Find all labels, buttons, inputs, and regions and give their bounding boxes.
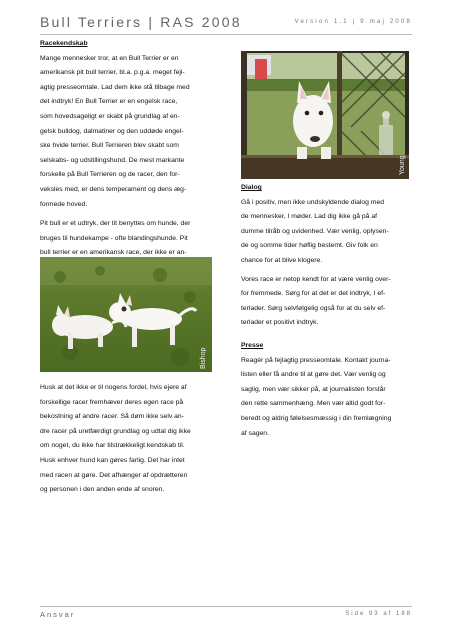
heading-dialog: Dialog <box>241 184 262 191</box>
right-column <box>241 181 413 441</box>
heading-racekendskab: Racekendskab <box>40 40 88 47</box>
page-header <box>40 12 412 35</box>
paragraph-pit-bull: Pit bull er et udtryk, der tit benyttes om hunde, der bruges til hundekampe - ofte blandingshunde. Pit bull terrier er en amerikansk race, der ikke er an- <box>40 220 191 257</box>
heading-presse: Presse <box>241 341 264 349</box>
photo-two-bull-terriers <box>40 257 212 372</box>
document-title: Bull Terriers | RAS 2008 <box>40 14 242 30</box>
photo-credit-young: Young <box>399 155 406 175</box>
photo-bull-terrier-window <box>241 51 409 179</box>
dog-window-image <box>241 51 409 179</box>
dogs-playing-image <box>40 257 212 372</box>
paragraph-presse: Reagér på fejlagtig presseomtale. Kontakt journa- listen eller få andre til at gøre det. Vær venlig og saglig, men vær sikker på, at journalisten forstår den rette sammenhæng. Men vær altid godt for- beredt og aldrig følelsesmæssig i din fremlægning af sagen. <box>241 356 392 437</box>
version-label: Version 1.1 | 9.maj 2008 <box>294 19 412 25</box>
left-column-top <box>40 37 240 276</box>
paragraph-husk: Husk at det ikke er til nogens fordel, hvis ejere af forskellige racer fremhæver deres egen race på bekostning af andre racer. Så døm ikke selv an- dre racer på uretfærdigt grundlag og udtal dig ikke om noget, du ikke har tilstrækkeligt kendskab til. Husk enhver hund kan gøres farlig. Det har intet med racen at gøre. Det afhænger af opdrætteren og personen i den anden ende af snoren. <box>40 384 191 494</box>
left-column-bottom <box>40 381 240 498</box>
paragraph-vores-race: Vores race er netop kendt for at være venlig over- for fremmede. Sørg for at det er det indtryk, I ef- terlader. Sørg selvfølgelig også for at du selv ef- terlader et positivt indtryk. <box>241 275 391 327</box>
page-number: Side 93 af 188 <box>345 611 412 617</box>
photo-credit-bishop: Bishop <box>200 347 207 369</box>
page-footer <box>40 606 412 619</box>
paragraph-racekendskab: Mange mennesker tror, at en Bull Terrier er en amerikansk pit bull terrier, bl.a. p.g.a. meget fejl- agtig presseomtale. Lad dem ikke stå tilbage med det indtryk! En Bull Terrier er en engelsk race, som hovedsageligt er skabt på grundlag af en- gelsk bulldog, dalmatiner og den uddøde engel- ske hvide terrier. Bull Terrieren blev skabt som selskabs- og udstillingshund. De mest markante forskelle på Bull Terrieren og de racer, den for- veksles med, er dens temperament og dens æg- formede hoved. <box>40 54 190 208</box>
footer-section-label: Ansvar <box>40 610 76 619</box>
paragraph-dialog: Gå i positiv, men ikke undskyldende dialog med de mennesker, I møder. Lad dig ikke gå på af dumme tilråb og uvidenhed. Vær venlig, oplysen- de og somme tider høflig bestemt. Giv folk en chance for at blive klogere. <box>241 198 389 264</box>
